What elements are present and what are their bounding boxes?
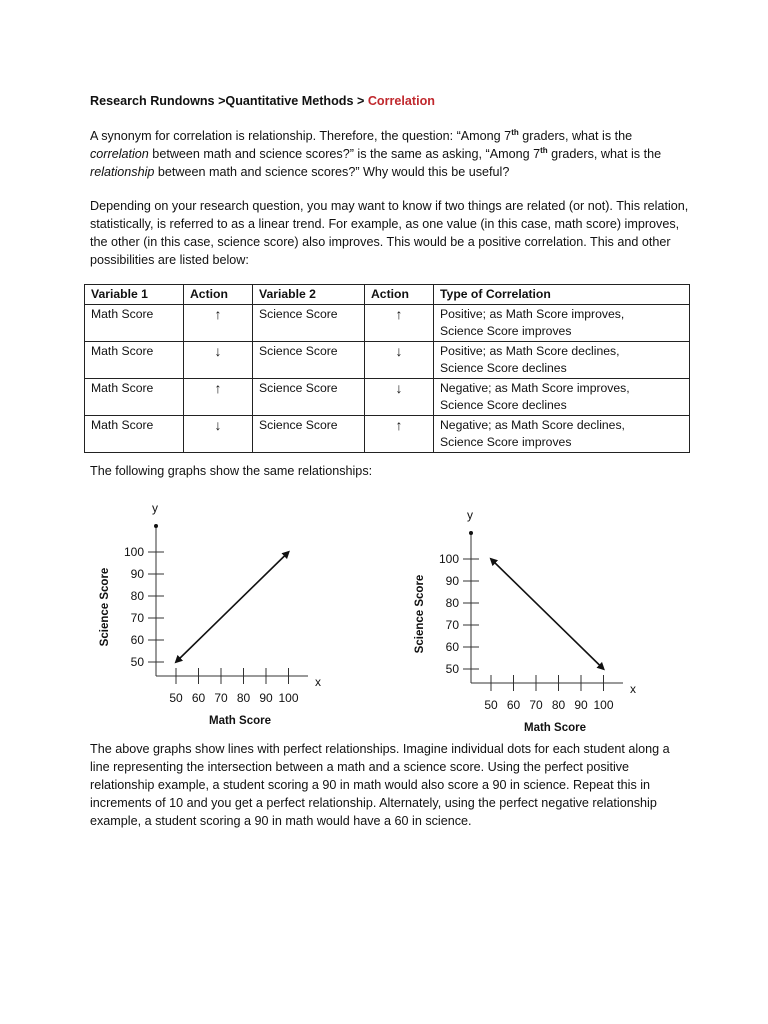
table-row: [85, 379, 690, 416]
table-row: [85, 342, 690, 379]
header-variable-1: Variable 1: [85, 285, 184, 305]
y-tick-label: 50: [445, 662, 459, 676]
up-arrow-icon: ↑: [365, 305, 434, 342]
y-tick-label: 90: [130, 567, 144, 581]
down-arrow-icon: ↓: [184, 416, 253, 453]
x-tick-label: 100: [278, 691, 299, 705]
y-tick-label: 60: [130, 633, 144, 647]
x-tick-label: 70: [529, 698, 543, 712]
cell-type-line-2: Science Score improves: [440, 435, 572, 449]
cell-type: [434, 416, 690, 453]
x-tick-label: 60: [191, 691, 206, 705]
breadcrumb-current: Correlation: [367, 94, 436, 108]
cell-variable-1: Math Score: [85, 416, 184, 453]
breadcrumb: [90, 92, 690, 110]
breadcrumb-quantitative-methods[interactable]: Quantitative Methods >: [225, 94, 365, 108]
header-action-2: Action: [365, 285, 434, 305]
up-arrow-icon: ↑: [184, 305, 253, 342]
cell-variable-1: Math Score: [85, 379, 184, 416]
cell-variable-2: Science Score: [253, 305, 365, 342]
intro-paragraph: [90, 127, 690, 181]
cell-type: [434, 305, 690, 342]
perfect-relationship-paragraph: The above graphs show lines with perfect relationships. Imagine individual dots for each student along a line representing the intersection between a math and a science score. Using the perfect positive relationship example, a student scoring a 90 in math would also score a 90 in science. Repeat this in increments of 10 and you get a perfect relationship. Alternately, using the perfect negative relationship example, a student scoring a 90 in math would have a 60 in science.: [90, 742, 670, 828]
x-axis-letter: x: [630, 682, 636, 696]
cell-variable-1: Math Score: [85, 342, 184, 379]
cell-variable-2: Science Score: [253, 416, 365, 453]
y-tick-label: 100: [438, 552, 459, 566]
negative-correlation-graph: [405, 503, 665, 739]
para1-em-relationship: relationship: [90, 165, 155, 179]
header-variable-2: Variable 2: [253, 285, 365, 305]
para1-sup-1: th: [511, 127, 519, 137]
breadcrumb-research-rundowns[interactable]: Research Rundowns >: [90, 94, 226, 108]
x-tick-label: 70: [214, 691, 228, 705]
y-axis-letter: y: [467, 508, 473, 522]
x-axis-title: Math Score: [524, 722, 586, 734]
y-tick-label: 100: [123, 545, 144, 559]
y-tick-label: 70: [445, 618, 459, 632]
y-tick-label: 70: [130, 611, 144, 625]
para1-text-a: A synonym for correlation is relationship. Therefore, the question: “Among 7: [90, 129, 512, 143]
x-tick-label: 80: [236, 691, 251, 705]
header-action-1: Action: [184, 285, 253, 305]
y-axis-end-dot: [154, 524, 158, 528]
cell-type-line-1: Positive; as Math Score improves,: [440, 307, 625, 321]
para1-text-e: between math and science scores?” Why would this be useful?: [154, 165, 510, 179]
linear-trend-paragraph: Depending on your research question, you may want to know if two things are related (or not). This relation, statistically, is referred to as a linear trend. For example, as one value (in this case, math score) improves, the other (in this case, science score) also improves. This would be a positive correlation. This and other possibilities are listed below:: [90, 199, 689, 267]
para1-text-d: graders, what is the: [547, 147, 662, 161]
x-axis-title: Math Score: [209, 715, 271, 727]
down-arrow-icon: ↓: [184, 342, 253, 379]
cell-variable-2: Science Score: [253, 342, 365, 379]
para1-em-correlation: correlation: [90, 147, 149, 161]
y-tick-label: 50: [130, 655, 144, 669]
graphs-intro: The following graphs show the same relationships:: [90, 464, 373, 478]
positive-correlation-graph: [90, 496, 350, 732]
x-tick-label: 50: [169, 691, 183, 705]
x-tick-label: 80: [551, 698, 566, 712]
down-arrow-icon: ↓: [365, 379, 434, 416]
y-tick-label: 80: [130, 589, 144, 603]
x-tick-label: 60: [506, 698, 521, 712]
table-row: [85, 416, 690, 453]
cell-type-line-2: Science Score declines: [440, 398, 567, 412]
cell-type: [434, 379, 690, 416]
cell-type-line-1: Negative; as Math Score declines,: [440, 418, 625, 432]
header-type-of-correlation: Type of Correlation: [434, 285, 690, 305]
cell-type-line-1: Negative; as Math Score improves,: [440, 381, 630, 395]
down-arrow-icon: ↓: [365, 342, 434, 379]
y-axis-letter: y: [152, 501, 158, 515]
cell-type-line-1: Positive; as Math Score declines,: [440, 344, 620, 358]
up-arrow-icon: ↑: [365, 416, 434, 453]
correlation-table: [84, 284, 690, 453]
cell-type-line-2: Science Score improves: [440, 324, 572, 338]
cell-variable-1: Math Score: [85, 305, 184, 342]
up-arrow-icon: ↑: [184, 379, 253, 416]
y-tick-label: 60: [445, 640, 459, 654]
para1-text-c: between math and science scores?” is the same as asking, “Among 7: [148, 147, 541, 161]
cell-variable-2: Science Score: [253, 379, 365, 416]
cell-type-line-2: Science Score declines: [440, 361, 567, 375]
para1-text-b: graders, what is the: [518, 129, 633, 143]
x-tick-label: 90: [574, 698, 588, 712]
table-row: [85, 305, 690, 342]
series-line: [491, 559, 604, 669]
x-tick-label: 100: [593, 698, 614, 712]
y-axis-title: Science Score: [414, 574, 426, 654]
y-axis-end-dot: [469, 531, 473, 535]
x-tick-label: 50: [484, 698, 498, 712]
cell-type: [434, 342, 690, 379]
y-tick-label: 80: [445, 596, 459, 610]
table-header-row: [85, 285, 690, 305]
para1-sup-2: th: [540, 145, 548, 155]
x-axis-letter: x: [315, 675, 321, 689]
series-line: [176, 552, 289, 662]
y-axis-title: Science Score: [99, 567, 111, 647]
y-tick-label: 90: [445, 574, 459, 588]
x-tick-label: 90: [259, 691, 273, 705]
